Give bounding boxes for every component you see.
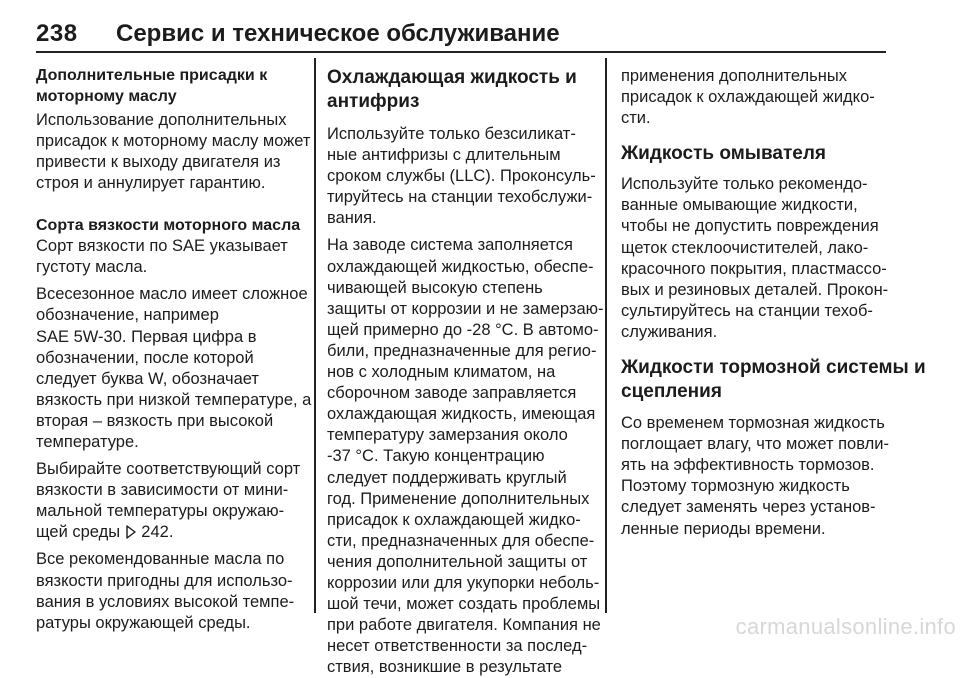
body-line: служивания. bbox=[621, 322, 718, 341]
body-line: при работе двигателя. Компания не bbox=[327, 616, 601, 635]
body-line: вых и резиновых деталей. Прокон- bbox=[621, 280, 889, 299]
body-line: применения дополнительных bbox=[621, 67, 847, 85]
column-divider-1 bbox=[314, 58, 316, 613]
body-line: следует поддерживать круглый bbox=[327, 468, 567, 487]
body-line: Сорт вязкости по SAE указывает bbox=[36, 237, 288, 256]
header-rule bbox=[36, 51, 886, 53]
body-line: На заводе система заполняется bbox=[327, 236, 573, 255]
section-heading-brake-fluid: сцепления bbox=[621, 381, 722, 403]
body-line: мальной температуры окружаю- bbox=[36, 502, 285, 521]
body-line: чтобы не допустить повреждения bbox=[621, 217, 879, 236]
body-line: строя и аннулирует гарантию. bbox=[36, 174, 266, 193]
body-line: обозначении, после которой bbox=[36, 348, 254, 367]
body-line: тируйтесь на станции техобслужи- bbox=[327, 188, 593, 207]
body-line: Используйте только рекомендо- bbox=[621, 175, 868, 194]
body-line: присадок к охлаждающей жидко- bbox=[327, 510, 581, 529]
body-line: привести к выходу двигателя из bbox=[36, 153, 281, 172]
body-line: вязкости пригодны для использо- bbox=[36, 571, 293, 590]
body-text: щей среды bbox=[36, 523, 121, 542]
body-line: нов с холодным климатом, на bbox=[327, 363, 556, 382]
body-line: температуре. bbox=[36, 433, 139, 451]
body-line: били, предназначенные для регио- bbox=[327, 341, 597, 360]
body-line: сти. bbox=[621, 109, 651, 128]
body-line: вания в условиях высокой темпе- bbox=[36, 592, 295, 611]
body-line: защиты от коррозии и не замерзаю- bbox=[327, 299, 604, 318]
body-line: поглощает влагу, что может повли- bbox=[621, 435, 889, 454]
body-line: Поэтому тормозную жидкость bbox=[621, 477, 850, 496]
body-line: ленные периоды времени. bbox=[621, 519, 826, 538]
body-line: SAE 5W-30. Первая цифра в bbox=[36, 327, 257, 346]
page-reference-link[interactable]: 242. bbox=[141, 523, 174, 542]
section-heading-coolant: антифриз bbox=[327, 91, 420, 112]
body-line: следует заменять через установ- bbox=[621, 498, 876, 517]
body-line: сти, предназначенных для обеспе- bbox=[327, 531, 595, 550]
body-line: шой течи, может создать проблемы bbox=[327, 595, 601, 614]
body-line-with-reference bbox=[36, 522, 306, 543]
body-line: сроком службы (LLC). Проконсуль- bbox=[327, 167, 596, 186]
body-line: ванные омывающие жидкости, bbox=[621, 196, 858, 215]
body-line: Все рекомендованные масла по bbox=[36, 550, 285, 569]
page-header bbox=[36, 20, 886, 50]
body-line: щеток стеклоочистителей, лако- bbox=[621, 238, 869, 257]
body-line: охлаждающей жидкостью, обеспе- bbox=[327, 257, 594, 276]
body-line: щей примерно до -28 °C. В автомо- bbox=[327, 320, 599, 339]
body-line: ствия, возникшие в результате bbox=[327, 658, 563, 677]
body-line: вязкость при низкой температуре, а bbox=[36, 390, 312, 409]
page-reference-arrow-icon bbox=[125, 525, 137, 539]
section-heading-washer-fluid: Жидкость омывателя bbox=[621, 143, 827, 165]
section-heading-additives: моторному маслу bbox=[36, 87, 177, 105]
body-line: ратуры окружающей среды. bbox=[36, 613, 251, 632]
body-line: Всесезонное масло имеет сложное bbox=[36, 285, 308, 304]
column-divider-2 bbox=[605, 58, 607, 613]
body-line: чения дополнительной защиты от bbox=[327, 552, 588, 571]
body-line: вязкости в зависимости от мини- bbox=[36, 481, 289, 500]
body-line: -37 °C. Такую концентрацию bbox=[327, 447, 545, 466]
body-line: присадок к моторному маслу может bbox=[36, 132, 311, 151]
body-line: вторая – вязкость при высокой bbox=[36, 411, 274, 430]
column-1 bbox=[36, 66, 312, 634]
body-line: сборочном заводе заправляется bbox=[327, 384, 577, 403]
body-line: Со временем тормозная жидкость bbox=[621, 414, 885, 433]
body-line: обозначение, например bbox=[36, 306, 219, 325]
body-line: Использование дополнительных bbox=[36, 111, 287, 130]
body-line: ные антифризы с длительным bbox=[327, 146, 561, 165]
body-line: Выбирайте соответствующий сорт bbox=[36, 460, 301, 479]
section-heading-coolant: Охлаждающая жидкость и bbox=[327, 67, 577, 88]
section-heading-additives: Дополнительные присадки к bbox=[36, 67, 268, 84]
watermark: carmanualsonline.info bbox=[735, 614, 956, 639]
body-line: ять на эффективность тормозов. bbox=[621, 456, 875, 475]
body-line: коррозии или для укупорки неболь- bbox=[327, 573, 600, 592]
body-line: охлаждающая жидкость, имеющая bbox=[327, 405, 596, 424]
body-line: Используйте только безсиликат- bbox=[327, 125, 576, 143]
column-2 bbox=[327, 66, 604, 678]
page-number: 238 bbox=[36, 20, 78, 47]
body-line: присадок к охлаждающей жидко- bbox=[621, 88, 875, 107]
body-line: следует буква W, обозначает bbox=[36, 369, 259, 388]
body-line: красочного покрытия, пластмассо- bbox=[621, 259, 887, 278]
body-line: густоту масла. bbox=[36, 258, 148, 277]
body-line: сультируйтесь на станции техоб- bbox=[621, 301, 873, 320]
body-line: вания. bbox=[327, 209, 377, 228]
section-heading-viscosity: Сорта вязкости моторного масла bbox=[36, 216, 301, 234]
body-line: чивающей высокую степень bbox=[327, 278, 543, 297]
column-3 bbox=[621, 66, 926, 540]
body-line: год. Применение дополнительных bbox=[327, 489, 590, 508]
page-title: Сервис и техническое обслуживание bbox=[116, 20, 560, 47]
body-line: температуру замерзания около bbox=[327, 426, 568, 445]
body-line: несет ответственности за послед- bbox=[327, 637, 588, 656]
section-heading-brake-fluid: Жидкости тормозной системы и bbox=[621, 357, 926, 379]
